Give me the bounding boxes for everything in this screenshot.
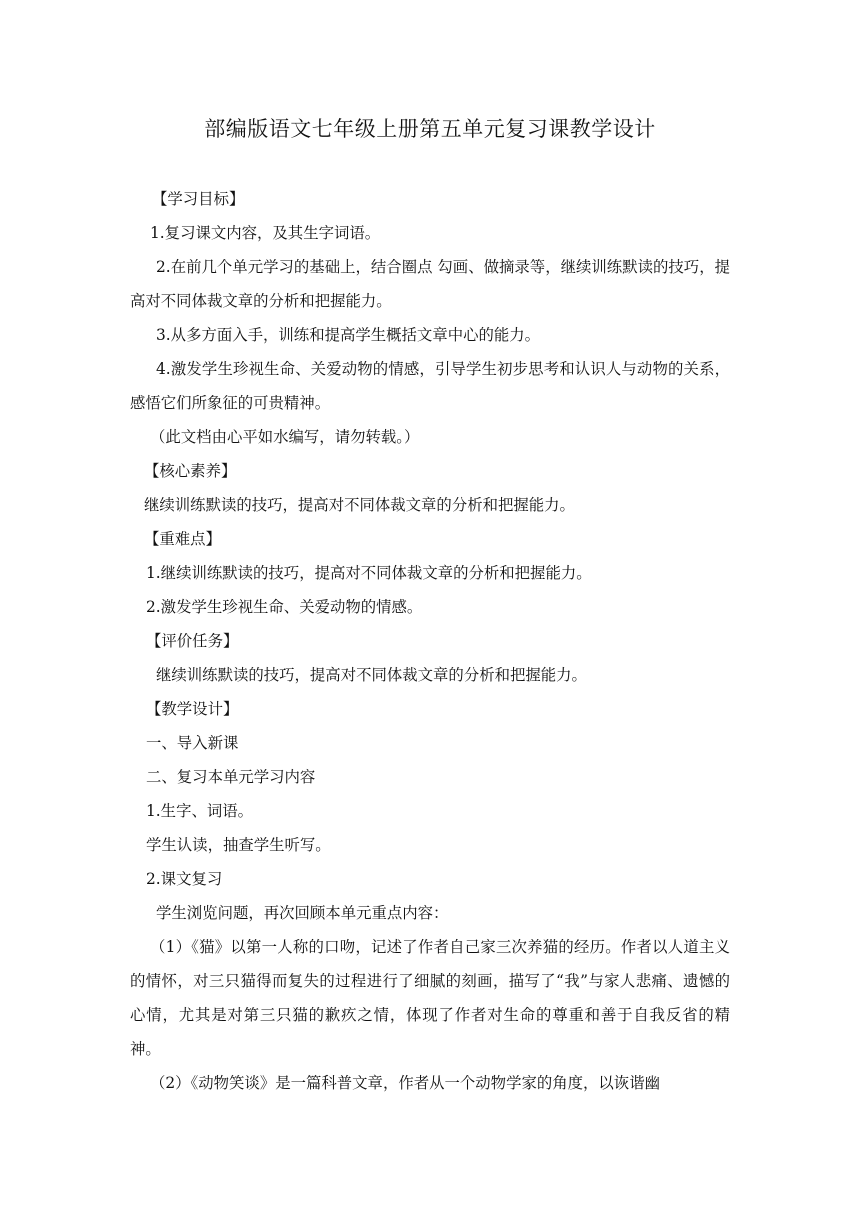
- review-item-2-text: 学生浏览问题，再次回顾本单元重点内容：: [156, 904, 449, 922]
- document-body: [130, 182, 730, 1100]
- goal-item-1: 1.复习课文内容，及其生字词语。: [150, 224, 381, 242]
- copyright-note: （此文档由心平如水编写，请勿转载。）: [150, 428, 420, 446]
- difficulty-item-2: 2.激发学生珍视生命、关爱动物的情感。: [146, 598, 423, 616]
- heading-assessment-tasks: 【评价任务】: [146, 632, 239, 650]
- heading-teaching-design: 【教学设计】: [146, 700, 239, 718]
- review-item-2: 2.课文复习: [146, 870, 223, 888]
- section-review: 二、复习本单元学习内容: [146, 768, 316, 786]
- section-introduction: 一、导入新课: [146, 734, 239, 752]
- review-item-1: 1.生字、词语。: [146, 802, 254, 820]
- heading-key-difficulties: 【重难点】: [144, 530, 221, 548]
- difficulty-item-1: 1.继续训练默读的技巧，提高对不同体裁文章的分析和把握能力。: [146, 564, 592, 582]
- goal-item-4: 4.激发学生珍视生命、关爱动物的情感，引导学生初步思考和认识人与动物的关系，感悟它们所象征的可贵精神。: [130, 360, 730, 412]
- goal-item-2: 2.在前几个单元学习的基础上，结合圈点 勾画、做摘录等，继续训练默读的技巧，提高对不同体裁文章的分析和把握能力。: [130, 258, 730, 310]
- document-title: 部编版语文七年级上册第五单元复习课教学设计: [204, 117, 656, 141]
- review-animal-paragraph: （2）《动物笑谈》是一篇科普文章，作者从一个动物学家的角度，以诙谐幽: [150, 1074, 660, 1092]
- review-item-1-text: 学生认读，抽查学生听写。: [146, 836, 331, 854]
- goal-item-3: 3.从多方面入手，训练和提高学生概括文章中心的能力。: [156, 326, 541, 344]
- heading-core-literacy: 【核心素养】: [144, 462, 237, 480]
- review-cat-paragraph: （1）《猫》以第一人称的口吻，记述了作者自己家三次养猫的经历。作者以人道主义的情怀，对三只猫得而复失的过程进行了细腻的刻画，描写了“我”与家人悲痛、遗憾的心情，尤其是对第三只猫的歉疚之情，体现了作者对生命的尊重和善于自我反省的精神。: [130, 938, 730, 1058]
- assessment-text: 继续训练默读的技巧，提高对不同体裁文章的分析和把握能力。: [156, 666, 587, 684]
- core-literacy-text: 继续训练默读的技巧，提高对不同体裁文章的分析和把握能力。: [144, 496, 575, 514]
- heading-learning-goals: 【学习目标】: [152, 190, 245, 208]
